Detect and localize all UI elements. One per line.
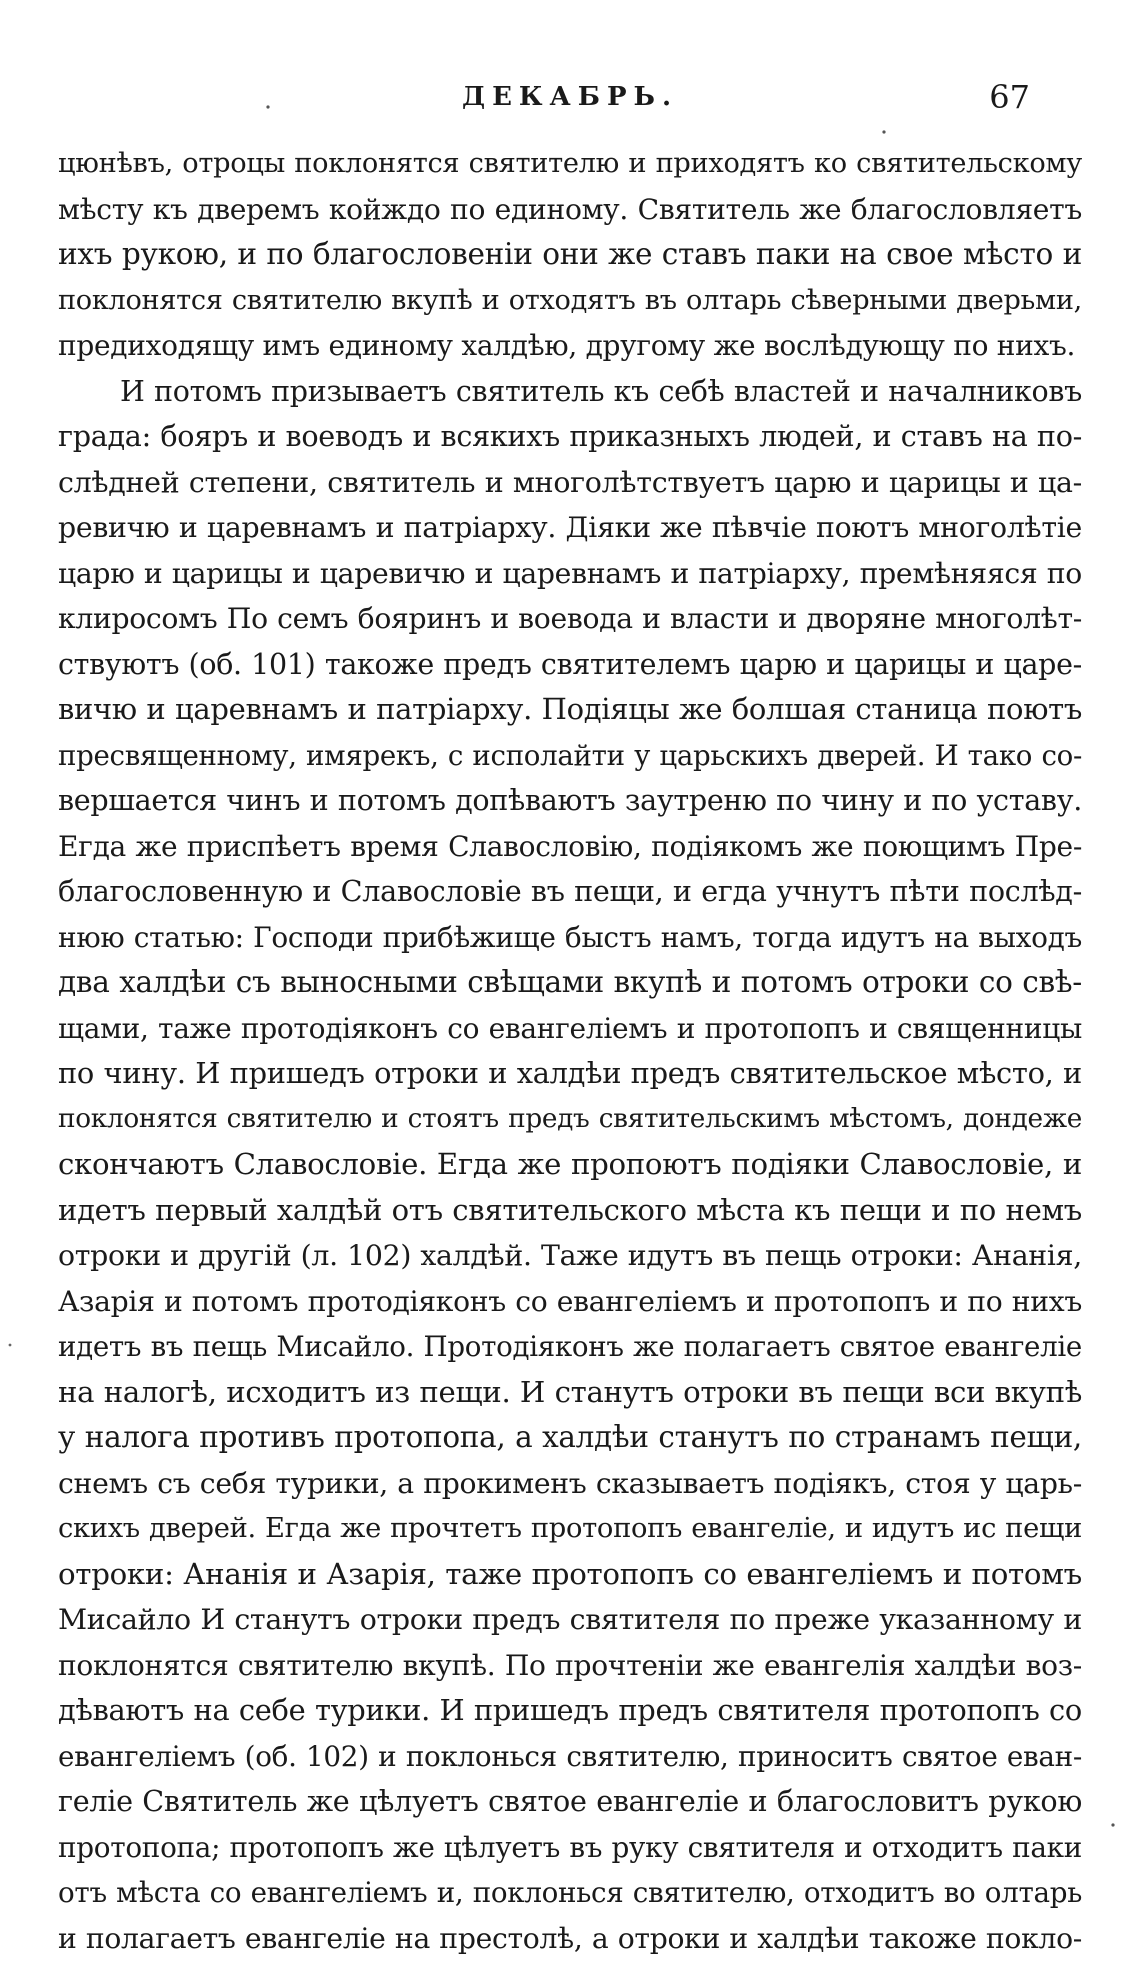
text-line: ствуютъ (об. 101) такоже предъ святителемъ царю и царицы и царе- [58, 642, 1082, 688]
text-line: на налогѣ, исходитъ из пещи. И станутъ отроки въ пещи вси вкупѣ [58, 1370, 1082, 1416]
text-line: поклонятся святителю вкупѣ. По прочтеніи же евангелія халдѣи воз- [58, 1643, 1082, 1689]
page-header [0, 78, 1140, 128]
text-line: идетъ въ пещь Мисайло. Протодіяконъ же полагаетъ святое евангеліе [58, 1324, 1082, 1370]
text-line: поклонятся святителю вкупѣ и отходятъ въ олтарь сѣверными дверьми, [58, 278, 1082, 324]
text-line: вичю и царевнамъ и патріарху. Подіяцы же болшая станица поютъ [58, 687, 1082, 733]
text-line: царю и царицы и царевичю и царевнамъ и патріарху, премѣняяся по [58, 551, 1082, 597]
text-line: поклонятся святителю и стоятъ предъ святительскимъ мѣстомъ, дондеже [58, 1097, 1082, 1143]
text-line: града: бояръ и воеводъ и всякихъ приказныхъ людей, и ставъ на по- [58, 414, 1082, 460]
text-line: щами, таже протодіяконъ со евангеліемъ и протопопъ и священницы [58, 1006, 1082, 1052]
running-title: ДЕКАБРЬ. [0, 82, 1140, 112]
text-line: пресвященному, имярекъ, с исполайти у царьскихъ дверей. И тако со- [58, 733, 1082, 779]
text-line: два халдѣи съ выносными свѣщами вкупѣ и потомъ отроки со свѣ- [58, 960, 1082, 1006]
text-line: благословенную и Славословіе въ пещи, и егда учнутъ пѣти послѣд- [58, 869, 1082, 915]
text-line: Мисайло И станутъ отроки предъ святителя по преже указанному и [58, 1597, 1082, 1643]
text-line: Азарія и потомъ протодіяконъ со евангеліемъ и протопопъ и по нихъ [58, 1279, 1082, 1325]
text-line: евангеліемъ (об. 102) и поклонься святителю, приноситъ святое еван- [58, 1734, 1082, 1780]
text-line: мѣсту къ дверемъ койждо по единому. Святитель же благословляетъ [58, 187, 1082, 233]
text-line: отъ мѣста со евангеліемъ и, поклонься святителю, отходитъ во олтарь [58, 1870, 1082, 1916]
paragraph-1 [58, 141, 1082, 369]
text-line: дѣваютъ на себе турики. И пришедъ предъ святителя протопопъ со [58, 1688, 1082, 1734]
page-number: 67 [989, 78, 1030, 116]
text-line: отроки и другій (л. 102) халдѣй. Таже идутъ въ пещь отроки: Ананія, [58, 1233, 1082, 1279]
text-line: скончаютъ Славословіе. Егда же пропоютъ подіяки Славословіе, и [58, 1142, 1082, 1188]
text-line: И потомъ призываетъ святитель къ себѣ властей и началниковъ [58, 369, 1082, 415]
text-line: отроки: Ананія и Азарія, таже протопопъ со евангеліемъ и потомъ [58, 1552, 1082, 1598]
text-line: клиросомъ По семъ бояринъ и воевода и власти и дворяне многолѣт- [58, 596, 1082, 642]
text-line: протопопа; протопопъ же цѣлуетъ въ руку святителя и отходитъ паки [58, 1825, 1082, 1871]
text-line: ревичю и царевнамъ и патріарху. Діяки же пѣвчіе поютъ многолѣтіе [58, 505, 1082, 551]
text-line: Егда же приспѣетъ время Славословію, подіякомъ же поющимъ Пре- [58, 824, 1082, 870]
text-line: и полагаетъ евангеліе на престолѣ, а отроки и халдѣи такоже покло- [58, 1916, 1082, 1961]
text-line: вершается чинъ и потомъ допѣваютъ заутреню по чину и по уставу. [58, 778, 1082, 824]
text-line: предиходящу имъ единому халдѣю, другому же вослѣдующу по нихъ. [58, 323, 1082, 369]
text-line: слѣдней степени, святитель и многолѣтствуетъ царю и царицы и ца- [58, 460, 1082, 506]
text-line: снемъ съ себя турики, а прокименъ сказываетъ подіякъ, стоя у царь- [58, 1461, 1082, 1507]
text-line: по чину. И пришедъ отроки и халдѣи предъ святительское мѣсто, и [58, 1051, 1082, 1097]
text-line: у налога противъ протопопа, а халдѣи станутъ по странамъ пещи, [58, 1415, 1082, 1461]
text-line: скихъ дверей. Егда же прочтетъ протопопъ евангеліе, и идутъ ис пещи [58, 1506, 1082, 1552]
body-text [58, 141, 1082, 1961]
text-line: нюю статью: Господи прибѣжище быстъ намъ, тогда идутъ на выходъ [58, 915, 1082, 961]
paragraph-2 [58, 369, 1082, 1961]
text-line: геліе Святитель же цѣлуетъ святое евангеліе и благословитъ рукою [58, 1779, 1082, 1825]
text-line: идетъ первый халдѣй отъ святительского мѣста къ пещи и по немъ [58, 1188, 1082, 1234]
text-line: цюнѣвъ, отроцы поклонятся святителю и приходятъ ко святительскому [58, 141, 1082, 187]
text-line: ихъ рукою, и по благословеніи они же ставъ паки на свое мѣсто и [58, 232, 1082, 278]
